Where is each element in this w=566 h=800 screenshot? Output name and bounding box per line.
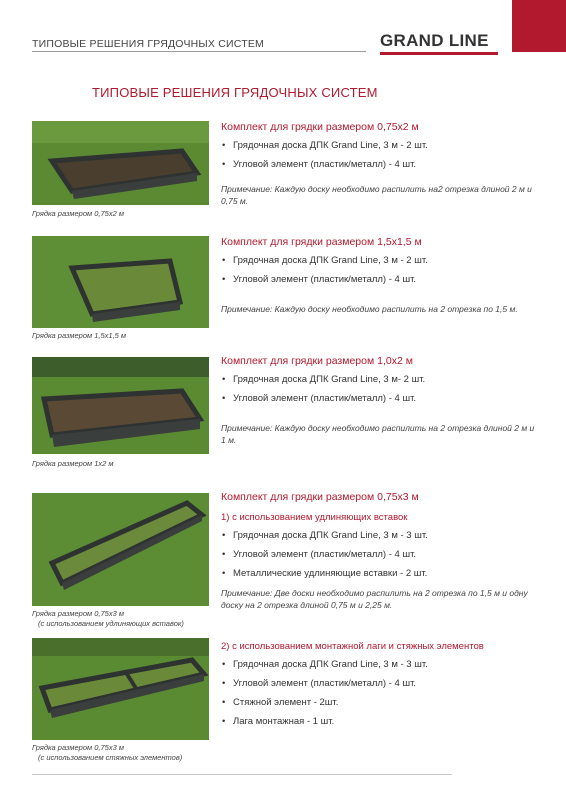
list-item: • Угловой элемент (пластик/металл) - 4 шт. [221,549,541,560]
kit-items [221,530,541,579]
list-item: • Грядочная доска ДПК Grand Line, 3 м- 2 шт. [221,374,541,385]
kit-title: Комплект для грядки размером 1,0х2 м [221,355,413,367]
caption-3 [32,609,184,629]
kit-items [221,374,541,404]
list-item: • Грядочная доска ДПК Grand Line, 3 м - 2 шт. [221,140,541,151]
list-item: • Угловой элемент (пластик/металл) - 4 шт. [221,159,541,170]
kit-section-1x2 [221,355,541,446]
footer-rule [32,774,452,775]
photo-bed-1-5x1-5 [32,236,209,328]
kit-note: Примечание: Каждую доску необходимо распилить на 2 отрезка по 1,5 м. [221,304,518,314]
list-item: • Лага монтажная - 1 шт. [221,716,551,727]
caption-2 [32,459,114,469]
photo-bed-0-75x3-inserts [32,493,209,606]
kit-note: Примечание: Две доски необходимо распилить на 2 отрезка по 1,5 м и одну доску на 2 отрезка длиной 0,75 м и 2,25 м. [221,588,528,610]
caption-line: Грядка размером 1х2 м [32,459,114,468]
kit-section-0-75x2 [221,121,541,207]
list-item: • Угловой элемент (пластик/металл) - 4 шт. [221,678,551,689]
caption-line: Грядка размером 0,75х3 м [32,609,124,618]
kit-title: Комплект для грядки размером 1,5х1,5 м [221,236,422,248]
kit-variant-2: 2) с использованием монтажной лаги и стяжных элементов [221,641,484,652]
kit-items [221,140,541,170]
kit-section-0-75x3 [221,491,541,611]
kit-variant-1: 1) с использованием удлиняющих вставок [221,512,408,523]
list-item: • Грядочная доска ДПК Grand Line, 3 м - 2 шт. [221,255,541,266]
page-title: ТИПОВЫЕ РЕШЕНИЯ ГРЯДОЧНЫХ СИСТЕМ [92,85,378,100]
brand-logo: GRAND LINE [380,31,489,50]
header-title: ТИПОВЫЕ РЕШЕНИЯ ГРЯДОЧНЫХ СИСТЕМ [32,38,264,50]
caption-line: Грядка размером 1,5х1,5 м [32,331,127,340]
caption-1 [32,331,126,341]
caption-0 [32,209,124,219]
kit-items [221,659,551,727]
photo-bed-0-75x2 [32,121,209,205]
list-item: • Угловой элемент (пластик/металл) - 4 шт. [221,274,541,285]
caption-4 [32,743,182,763]
kit-section-0-75x3-variant-2 [221,641,551,735]
kit-title: Комплект для грядки размером 0,75х3 м [221,491,419,503]
kit-title: Комплект для грядки размером 0,75х2 м [221,121,419,133]
list-item: • Грядочная доска ДПК Grand Line, 3 м - 3 шт. [221,530,541,541]
list-item: • Стяжной элемент - 2шт. [221,697,551,708]
caption-line: Грядка размером 0,75х3 м [32,743,124,752]
kit-section-1-5x1-5 [221,236,541,315]
logo-underline [380,52,498,55]
list-item: • Угловой элемент (пластик/металл) - 4 шт. [221,393,541,404]
corner-accent-bar [512,0,566,52]
photo-bed-1x2 [32,357,209,454]
caption-line: (с использованием стяжных элементов) [38,753,183,762]
photo-bed-0-75x3-ties [32,638,209,740]
caption-line: Грядка размером 0,75х2 м [32,209,124,218]
kit-note: Примечание: Каждую доску необходимо распилить на 2 отрезка длиной 2 м и 1 м. [221,423,535,445]
list-item: • Металлические удлиняющие вставки - 2 шт. [221,568,541,579]
caption-line: (с использованием удлиняющих вставок) [38,619,184,628]
header-rule [32,51,366,52]
kit-items [221,255,541,285]
list-item: • Грядочная доска ДПК Grand Line, 3 м - 3 шт. [221,659,551,670]
kit-note: Примечание: Каждую доску необходимо распилить на2 отрезка длиной 2 м и 0,75 м. [221,184,532,206]
